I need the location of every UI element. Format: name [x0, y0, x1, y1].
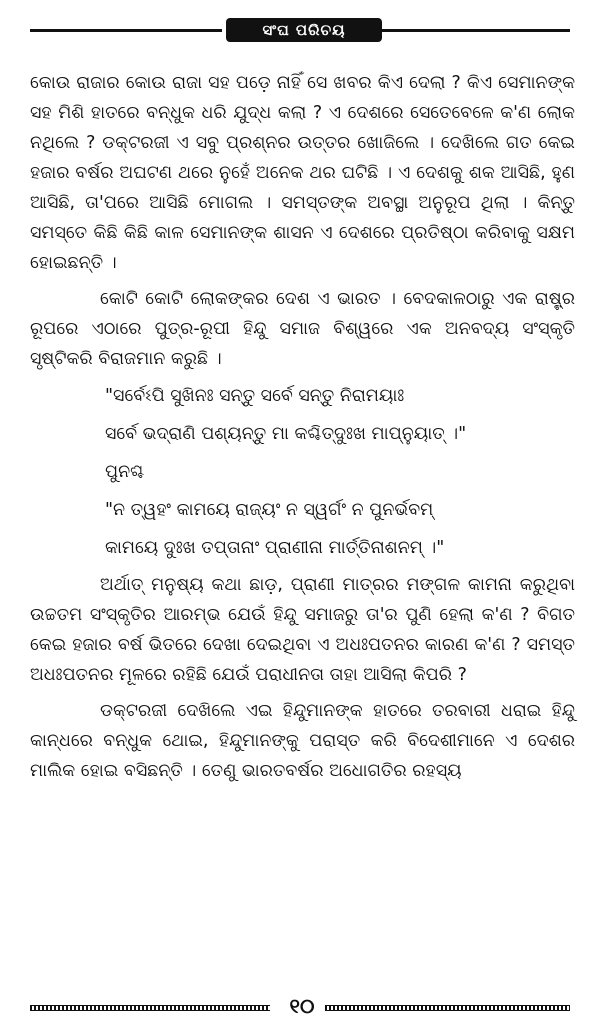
page-body	[30, 68, 575, 786]
running-header	[30, 18, 570, 42]
footer-rule-right	[325, 1005, 570, 1011]
paragraph-1: କୋଉ ରାଜାର କୋଉ ରାଜା ସହ ପଡ଼େ ନାହିଁ ସେ ଖବର କିଏ ଦେଲା ? କିଏ ସେମାନଙ୍କ ସହ ମିଶି ହାତରେ ବନ୍ଧୁକ ଧରି ଯୁଦ୍ଧ କଲା ? ଏ ଦେଶରେ ସେତେବେଳେ କ'ଣ ଲୋକ ନଥିଲେ ? ଡକ୍ଟରଜୀ ଏ ସବୁ ପ୍ରଶ୍ନର ଉତ୍ତର ଖୋଜିଲେ । ଦେଖିଲେ ଗତ କେଇ ହଜାର ବର୍ଷର ଅଘଟଣ ଥରେ ନୁହେଁ ଅନେକ ଥର ଘଟିଛି । ଏ ଦେଶକୁ ଶକ ଆସିଛି, ହୁଣ ଆସିଛି, ତା'ପରେ ଆସିଛି ମୋଗଲ । ସମସ୍ତଙ୍କ ଅବସ୍ଥା ଅନୁରୂପ ଥିଲା । କିନ୍ତୁ ସମସ୍ତେ କିଛି କିଛି କାଳ ସେମାନଙ୍କ ଶାସନ ଏ ଦେଶରେ ପ୍ରତିଷ୍ଠା କରିବାକୁ ସକ୍ଷମ ହୋଇଛନ୍ତି ।	[30, 73, 575, 273]
header-rule-left	[30, 29, 222, 32]
verse-line-1: "ସର୍ବେଽପି ସୁଖିନଃ ସନ୍ତୁ ସର୍ବେ ସନ୍ତୁ ନିରାମୟାଃ	[105, 386, 405, 406]
verse-line-3: "ନ ତ୍ୱହଂ କାମୟେ ରାଜ୍ୟଂ ନ ସ୍ୱର୍ଗଂ ନ ପୁନର୍ଭବମ୍	[105, 500, 434, 520]
header-title: ସଂଘ ପରିଚୟ	[226, 18, 382, 42]
page-footer	[30, 992, 570, 1020]
paragraph-4: ଡକ୍ଟରଜୀ ଦେଖିଲେ ଏଇ ହିନ୍ଦୁମାନଙ୍କ ହାତରେ ତରବାରୀ ଧରାଇ ହିନ୍ଦୁ କାନ୍ଧରେ ବନ୍ଧୁକ ଥୋଇ, ହିନ୍ଦୁମାନଙ୍କୁ ପରାସ୍ତ କରି ବିଦେଶୀମାନେ ଏ ଦେଶର ମାଲିକ ହୋଇ ବସିଛନ୍ତି । ତେଣୁ ଭାରତବର୍ଷର ଅଧୋଗତିର ରହସ୍ୟ	[30, 701, 575, 781]
page-number: ୧୦	[289, 994, 315, 1018]
paragraph-2: କୋଟି କୋଟି ଲୋକଙ୍କର ଦେଶ ଏ ଭାରତ । ବେଦକାଳଠାରୁ ଏକ ରାଷ୍ଟ୍ର ରୂପରେ ଏଠାରେ ପୁତ୍ର-ରୂପୀ ହିନ୍ଦୁ ସମାଜ ବିଶ୍ୱରେ ଏକ ଅନବଦ୍ୟ ସଂସ୍କୃତି ସୃଷ୍ଟିକରି ବିରାଜମାନ କରୁଛି ।	[30, 289, 575, 369]
verse-punascha: ପୁନଶ୍ଚ	[105, 462, 145, 482]
footer-rule-left	[30, 1005, 270, 1011]
verse-line-4: କାମୟେ ଦୁଃଖ ତପ୍ତାନାଂ ପ୍ରାଣୀନା ମାର୍ତ୍ତିନାଶନମ୍ ।"	[105, 538, 445, 558]
paragraph-3: ଅର୍ଥାତ୍ ମନୁଷ୍ୟ କଥା ଛାଡ଼, ପ୍ରାଣୀ ମାତ୍ରର ମଙ୍ଗଳ କାମନା କରୁଥିବା ଉଚ୍ଚତମ ସଂସ୍କୃତିର ଆରମ୍ଭ ଯେଉଁ ହିନ୍ଦୁ ସମାଜରୁ ତା'ର ପୁଣି ହେଲା କ'ଣ ? ବିଗତ କେଇ ହଜାର ବର୍ଷ ଭିତରେ ଦେଖା ଦେଇଥିବା ଏ ଅଧଃପତନର କାରଣ କ'ଣ ? ସମସ୍ତ ଅଧଃପତନର ମୂଳରେ ରହିଛି ଯେଉଁ ପରାଧୀନତା ତାହା ଆସିଲା କିପରି ?	[30, 575, 575, 685]
verse-line-2: ସର୍ବେ ଭଦ୍ରାଣି ପଶ୍ୟନ୍ତୁ ମା କଶ୍ଚିତ୍‌ଦୁଃଖ ମାପ୍ନୁୟାତ୍ ।"	[105, 424, 467, 444]
header-rule-right	[382, 29, 570, 32]
